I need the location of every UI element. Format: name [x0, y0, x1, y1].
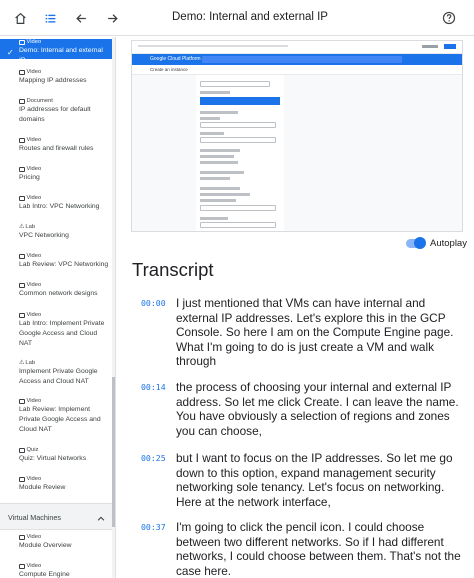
sidebar-item-label: Lab Intro: Implement Private Google Access and Cloud NAT: [19, 320, 105, 347]
page-title: Demo: Internal and external IP: [172, 11, 328, 23]
console-page-title: Create an instance: [150, 67, 188, 72]
autoplay-toggle[interactable]: [406, 239, 425, 248]
video-icon: [19, 167, 25, 172]
console-brand: Google Cloud Platform: [150, 56, 201, 62]
autoplay-label: Autoplay: [430, 237, 467, 249]
sidebar-item-label: Compute Engine: [19, 571, 70, 578]
sidebar-item-lab-review-private-access[interactable]: [0, 398, 113, 434]
arrow-back-icon[interactable]: [70, 7, 92, 29]
transcript-text[interactable]: the process of choosing your internal and external IP address. So let me click Create. I can leave the name. You have obviously a selection of regions and zones you can choose,: [176, 380, 459, 438]
item-type: Document: [26, 98, 53, 104]
sidebar-item-label: IP addresses for default domains: [19, 106, 91, 123]
sidebar-item-pricing[interactable]: [0, 166, 113, 183]
transcript-text[interactable]: I just mentioned that VMs can have internal and external IP addresses. Let's explore this in the GCP Console. So here I am on the Compute Engine page. What I'm going to do is just create a VM and walk through: [176, 296, 454, 369]
item-type: Lab: [25, 224, 36, 230]
sidebar-item-label: Common network designs: [19, 290, 98, 297]
quiz-icon: [19, 448, 25, 453]
item-type: Video: [26, 69, 42, 75]
console-page-bar: [132, 65, 463, 75]
sidebar-item-module-review[interactable]: [0, 476, 113, 493]
console-header: [132, 54, 463, 65]
transcript-segment[interactable]: [141, 451, 471, 513]
course-outline-sidebar: [0, 37, 116, 578]
sidebar-item-label: Module Review: [19, 484, 66, 491]
item-type: Video: [26, 398, 42, 404]
video-icon: [19, 313, 25, 318]
sidebar-item-label: Mapping IP addresses: [19, 77, 87, 84]
video-icon: [19, 535, 25, 540]
video-icon: [19, 564, 25, 569]
transcript-segment[interactable]: [141, 520, 471, 578]
video-icon: [19, 399, 25, 404]
sidebar-item-label: Demo: Internal and external IP: [19, 47, 103, 64]
home-icon[interactable]: [9, 7, 31, 29]
sidebar-item-lab-intro-vpc[interactable]: [0, 195, 113, 212]
sidebar-scrollbar[interactable]: [112, 37, 115, 578]
list-icon[interactable]: [39, 7, 61, 29]
transcript-timestamp[interactable]: 00:00: [141, 298, 166, 308]
sidebar-item-label: Pricing: [19, 174, 40, 181]
sidebar-item-quiz-virtual-networks[interactable]: [0, 447, 113, 464]
item-type: Video: [26, 563, 42, 569]
video-icon: [19, 138, 25, 143]
transcript-heading: Transcript: [132, 259, 214, 280]
sidebar-item-label: Lab Review: VPC Networking: [19, 261, 109, 268]
item-type: Video: [26, 534, 42, 540]
item-type: Video: [26, 137, 42, 143]
sidebar-item-demo-internal-external-ip[interactable]: [0, 39, 113, 64]
item-type: Lab: [25, 360, 36, 366]
section-title: Virtual Machines: [8, 513, 62, 522]
sidebar-item-label: Routes and firewall rules: [19, 145, 94, 152]
checkmark-icon: ✓: [7, 48, 14, 57]
top-bar: [0, 0, 474, 36]
video-icon: [19, 477, 25, 482]
item-type: Video: [26, 282, 42, 288]
transcript-segment[interactable]: [141, 380, 471, 442]
transcript-text[interactable]: but I want to focus on the IP addresses. So let me go down to this option, expand management security networking sole tenancy. Let's focus on networking. Here at the network interface,: [176, 451, 453, 509]
item-type: Video: [26, 195, 42, 201]
sidebar-item-label: Module Overview: [19, 542, 72, 549]
item-type: Video: [26, 39, 42, 45]
sidebar-item-compute-engine[interactable]: [0, 563, 113, 578]
sidebar-item-mapping-ip[interactable]: [0, 69, 113, 86]
video-player[interactable]: [131, 40, 463, 232]
transcript-segment[interactable]: [141, 296, 471, 368]
sidebar-item-common-network-designs[interactable]: [0, 282, 113, 299]
console-form: [196, 75, 284, 232]
transcript-timestamp[interactable]: 00:14: [141, 382, 166, 392]
transcript-timestamp[interactable]: 00:25: [141, 453, 166, 463]
transcript-text[interactable]: I'm going to click the pencil icon. I could choose between two different networks. So if I had different networks, I could choose between them. That's not the case here.: [176, 520, 461, 578]
video-icon: [19, 40, 25, 45]
item-type: Video: [26, 166, 42, 172]
help-icon[interactable]: [438, 7, 460, 29]
video-icon: [19, 283, 25, 288]
sidebar-item-label: Lab Intro: VPC Networking: [19, 203, 100, 210]
sidebar-item-label: Lab Review: Implement Private Google Access and Cloud NAT: [19, 406, 101, 433]
arrow-forward-icon[interactable]: [101, 7, 123, 29]
sidebar-item-module-overview[interactable]: [0, 534, 113, 551]
sidebar-item-lab-intro-private-access[interactable]: [0, 312, 113, 348]
video-icon: [19, 196, 25, 201]
lab-icon: ⚠: [19, 360, 25, 366]
video-icon: [19, 70, 25, 75]
item-type: Video: [26, 253, 42, 259]
sidebar-item-label: Quiz: Virtual Networks: [19, 455, 87, 462]
item-type: Quiz: [26, 447, 39, 453]
item-type: Video: [26, 312, 42, 318]
browser-toolbar: [132, 41, 463, 54]
sidebar-item-label: VPC Networking: [19, 232, 69, 239]
console-search: [202, 56, 402, 63]
lab-icon: ⚠: [19, 224, 25, 230]
video-icon: [19, 254, 25, 259]
sidebar-item-ip-default-domains[interactable]: [0, 98, 113, 125]
sidebar-item-label: Implement Private Google Access and Cloud NAT: [19, 368, 98, 385]
autoplay-control[interactable]: [406, 236, 467, 250]
document-icon: [19, 99, 25, 104]
sidebar-item-lab-private-access[interactable]: [0, 360, 113, 387]
scrollbar-thumb[interactable]: [112, 377, 115, 527]
sidebar-item-lab-vpc[interactable]: [0, 224, 113, 241]
chevron-up-icon[interactable]: [96, 511, 106, 521]
item-type: Video: [26, 476, 42, 482]
sidebar-item-routes-firewall[interactable]: [0, 137, 113, 154]
section-header-virtual-machines[interactable]: [0, 503, 113, 530]
transcript-timestamp[interactable]: 00:37: [141, 522, 166, 532]
sidebar-item-lab-review-vpc[interactable]: [0, 253, 113, 270]
